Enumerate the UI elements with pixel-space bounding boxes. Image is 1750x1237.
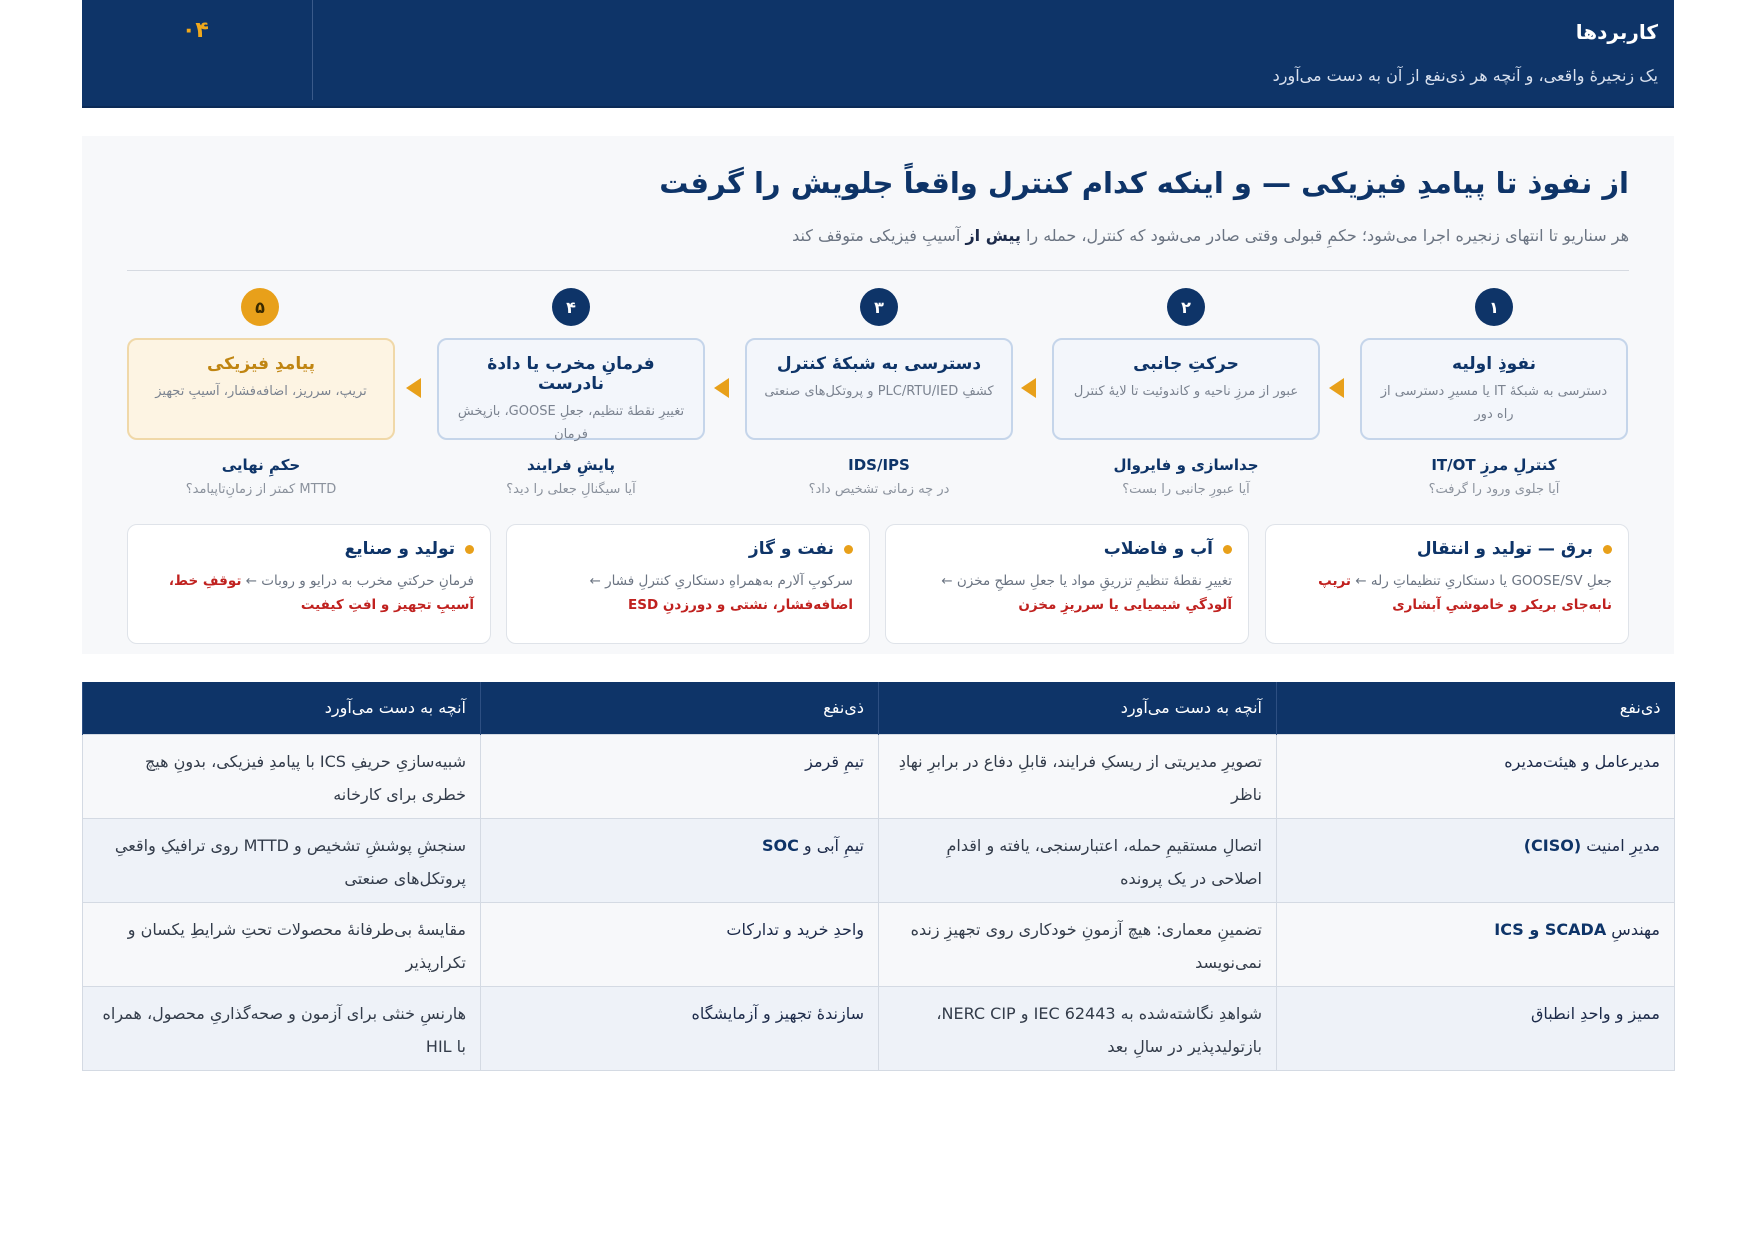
page-number: ۰۴ (182, 18, 209, 43)
arrow-left-icon (1329, 378, 1344, 398)
gain-cell: تضمینِ معماری: هیچ آزمونِ خودکاری روی تجهیزِ زنده نمی‌نویسد (879, 902, 1277, 986)
sector-text: فرمانِ حرکتیِ مخرب به درایو و روبات ← (241, 573, 474, 589)
step-description: کشفِ PLC/RTU/IED و پروتکل‌های صنعتی (764, 384, 994, 399)
sector-impact-inline: تریپ (1318, 573, 1351, 589)
step-description: عبور از مرزِ ناحیه و کاندوئیت تا لایهٔ کنترل (1073, 384, 1299, 399)
gain-cell: سنجشِ پوششِ تشخیص و MTTD روی ترافیکِ واقعیِ پروتکل‌های صنعتی (83, 818, 481, 902)
sector-heading (902, 539, 1232, 559)
sector-title: نفت و گاز (748, 539, 834, 559)
column-header-stakeholder: ذی‌نفع (481, 682, 879, 734)
gain-cell: شواهدِ نگاشته‌شده به IEC 62443 و NERC CIP، بازتولیدپذیر در سالِ بعد (879, 986, 1277, 1070)
control-name: پایشِ فرایند (526, 456, 616, 474)
sector-heading (144, 539, 474, 559)
sector-impact-inline: توقفِ خط، (168, 573, 242, 589)
panel-divider (127, 270, 1629, 271)
header-subtitle: یک زنجیرهٔ واقعی، و آنچه هر ذی‌نفع از آن به دست می‌آورد (1272, 66, 1658, 85)
step-title: نفوذِ اولیه (1452, 354, 1536, 374)
sector-body (902, 569, 1232, 617)
bullet-dot-icon (465, 545, 474, 554)
page-header (82, 0, 1674, 108)
header-divider (312, 0, 313, 100)
control-ids-ips (745, 456, 1013, 497)
step-box-physical-impact (127, 338, 395, 440)
control-question: در چه زمانی تشخیص داد؟ (808, 482, 950, 497)
step-description: تریپ، سرریز، اضافه‌فشار، آسیبِ تجهیز (155, 384, 367, 399)
sector-body (1282, 569, 1612, 617)
sector-text: سرکوبِ آلارم به‌همراهِ دستکاریِ کنترلِ فشار ← (589, 573, 853, 589)
sector-text: تغییرِ نقطهٔ تنظیمِ تزریقِ مواد یا جعلِ سطحِ مخزن ← (941, 573, 1232, 589)
panel-subtitle-end: آسیبِ فیزیکی متوقف کند (792, 226, 966, 245)
column-header-gain: آنچه به دست می‌آورد (879, 682, 1277, 734)
column-header-gain: آنچه به دست می‌آورد (83, 682, 481, 734)
bullet-dot-icon (844, 545, 853, 554)
arrow-left-icon (714, 378, 729, 398)
panel-title: از نفوذ تا پیامدِ فیزیکی — و اینکه کدام کنترل واقعاً جلویش را گرفت (659, 166, 1629, 200)
step-number-3: ۳ (860, 288, 898, 326)
step-title: فرمانِ مخرب یا دادهٔ نادرست (487, 354, 655, 394)
sector-card-manufacturing (127, 524, 491, 644)
sector-text: جعلِ GOOSE/SV یا دستکاریِ تنظیماتِ رله ← (1350, 573, 1612, 589)
attack-chain-panel (82, 136, 1674, 654)
sector-impact: آلودگیِ شیمیایی یا سرریزِ مخزن (1018, 597, 1232, 613)
step-description: تغییرِ نقطهٔ تنظیم، جعلِ GOOSE، بازپخشِ فرمان (457, 404, 685, 442)
control-name: حکمِ نهایی (221, 456, 301, 474)
stakeholder-cell (1277, 902, 1675, 986)
sector-impact: آسیبِ تجهیز و افتِ کیفیت (300, 597, 474, 613)
stakeholder-name: تیمِ آبی و (798, 835, 864, 855)
sector-card-oil-gas (506, 524, 870, 644)
stakeholder-cell (481, 734, 879, 818)
step-number-5: ۵ (241, 288, 279, 326)
step-number-2: ۲ (1167, 288, 1205, 326)
control-question: آیا عبورِ جانبی را بست؟ (1122, 482, 1250, 497)
arrow-left-icon (1021, 378, 1036, 398)
stakeholder-name-bold: (CISO) (1523, 835, 1582, 855)
stakeholder-name-bold: SCADA (1544, 919, 1607, 939)
gain-cell: شبیه‌سازیِ حریفِ ICS با پیامدِ فیزیکی، بدونِ هیچ خطری برای کارخانه (83, 734, 481, 818)
control-segmentation (1052, 456, 1320, 497)
stakeholder-cell (481, 902, 879, 986)
sector-card-power (1265, 524, 1629, 644)
stakeholder-name-tail: و ICS (1494, 919, 1545, 939)
arrow-left-icon (406, 378, 421, 398)
sector-title: برق — تولید و انتقال (1416, 539, 1593, 559)
control-final-verdict (127, 456, 395, 497)
sector-body (523, 569, 853, 617)
stakeholder-name: مدیرعامل و هیئت‌مدیره (1504, 751, 1660, 771)
step-box-malicious-command (437, 338, 705, 440)
stakeholder-name: سازندهٔ تجهیز و آزمایشگاه (691, 1003, 864, 1023)
step-description: دسترسی به شبکهٔ IT یا مسیرِ دسترسی از راه دور (1380, 384, 1608, 422)
bullet-dot-icon (1603, 545, 1612, 554)
gain-cell: هارنسِ خنثی برای آزمون و صحه‌گذاریِ محصول، همراه با HIL (83, 986, 481, 1070)
control-it-ot-boundary (1360, 456, 1628, 497)
step-title: دسترسی به شبکهٔ کنترل (776, 354, 982, 374)
table-row (83, 986, 1675, 1070)
step-title: حرکتِ جانبی (1133, 354, 1239, 374)
stakeholder-name: مهندسِ (1606, 919, 1660, 939)
stakeholder-cell (1277, 734, 1675, 818)
step-number-4: ۴ (552, 288, 590, 326)
control-question: MTTD کمتر از زمانِ‌تاپیامد؟ (185, 482, 337, 497)
step-box-control-network (745, 338, 1013, 440)
stakeholder-name: واحدِ خرید و تدارکات (726, 919, 864, 939)
stakeholder-cell (481, 986, 879, 1070)
column-header-stakeholder: ذی‌نفع (1277, 682, 1675, 734)
sector-body (144, 569, 474, 617)
control-process-monitoring (437, 456, 705, 497)
sector-title: آب و فاضلاب (1103, 539, 1213, 559)
panel-subtitle-bold: پیش از (965, 226, 1021, 245)
stakeholder-name-bold: SOC (761, 835, 799, 855)
gain-cell: تصویرِ مدیریتی از ریسکِ فرایند، قابلِ دفاع در برابرِ نهادِ ناظر (879, 734, 1277, 818)
table-row (83, 902, 1675, 986)
sector-impact: اضافه‌فشار، نشتی و دورزدنِ ESD (628, 597, 853, 613)
gain-cell: اتصالِ مستقیمِ حمله، اعتبارسنجی، یافته و اقدامِ اصلاحی در یک پرونده (879, 818, 1277, 902)
control-name: IDS/IPS (848, 456, 910, 474)
stakeholder-name: تیمِ قرمز (805, 751, 864, 771)
step-box-initial-access (1360, 338, 1628, 440)
table-row (83, 818, 1675, 902)
table-row (83, 734, 1675, 818)
step-number-1: ۱ (1475, 288, 1513, 326)
sector-title: تولید و صنایع (344, 539, 455, 559)
stakeholder-name: ممیز و واحدِ انطباق (1530, 1003, 1660, 1023)
panel-subtitle-start: هر سناریو تا انتهای زنجیره اجرا می‌شود؛ حکمِ قبولی وقتی صادر می‌شود که کنترل، حمله را (1020, 226, 1629, 245)
stakeholder-table (82, 682, 1675, 1071)
control-name: جداسازی و فایروال (1113, 456, 1259, 474)
stakeholder-cell (1277, 818, 1675, 902)
sector-heading (523, 539, 853, 559)
stakeholder-cell (481, 818, 879, 902)
control-question: آیا سیگنالِ جعلی را دید؟ (506, 482, 636, 497)
stakeholder-name: مدیرِ امنیت (1581, 835, 1660, 855)
sector-impact: نابه‌جای بریکر و خاموشیِ آبشاری (1392, 597, 1612, 613)
control-question: آیا جلوی ورود را گرفت؟ (1428, 482, 1560, 497)
header-title: کاربردها (1575, 20, 1658, 44)
control-name: کنترلِ مرزِ IT/OT (1431, 456, 1557, 474)
gain-cell: مقایسهٔ بی‌طرفانهٔ محصولات تحتِ شرایطِ یکسان و تکرارپذیر (83, 902, 481, 986)
step-box-lateral-movement (1052, 338, 1320, 440)
sector-heading (1282, 539, 1612, 559)
panel-subtitle (792, 226, 1629, 245)
table-header-row (83, 682, 1675, 734)
step-title: پیامدِ فیزیکی (206, 354, 316, 374)
stakeholder-cell (1277, 986, 1675, 1070)
bullet-dot-icon (1223, 545, 1232, 554)
sector-card-water (885, 524, 1249, 644)
